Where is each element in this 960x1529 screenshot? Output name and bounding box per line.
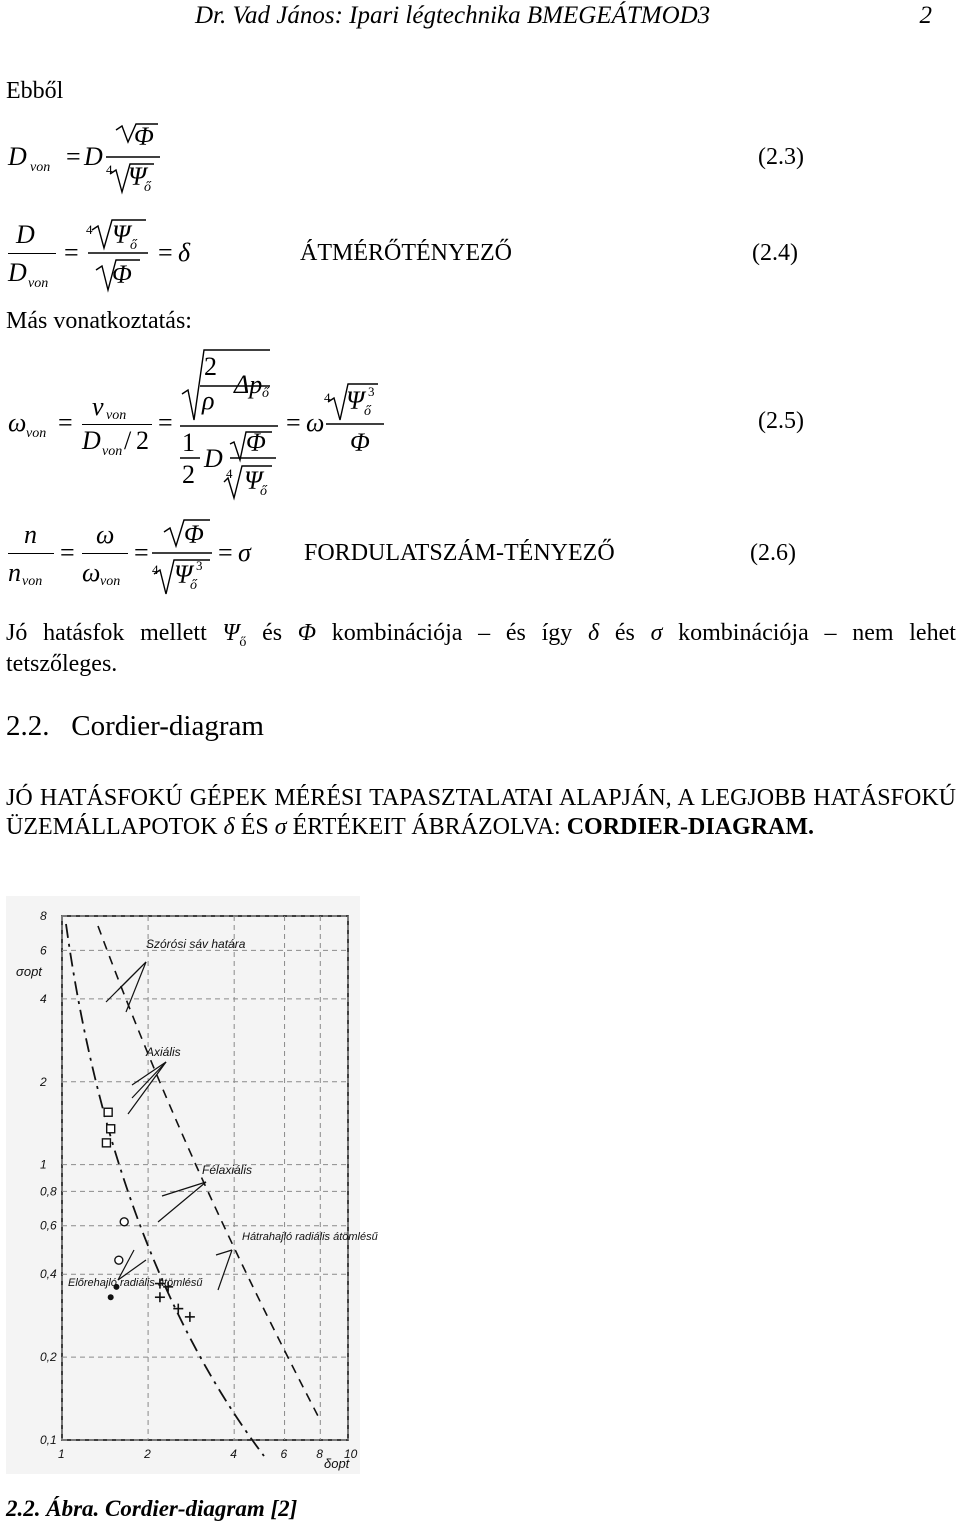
section-number: 2.2.: [6, 710, 50, 742]
word: és: [614, 620, 635, 646]
y-tick-label: 0,8: [40, 1184, 57, 1199]
equation-2-5: [6, 348, 956, 500]
y-axis-label: σopt: [16, 964, 42, 979]
phi-symbol: Φ: [297, 620, 317, 646]
psi-symbol: $\Psi_ő$: [222, 620, 247, 650]
eq-subscript: von: [28, 276, 49, 291]
word: és: [505, 620, 526, 646]
paragraph-text: ÉRTÉKEIT ÁBRÁZOLVA:: [292, 814, 561, 840]
word: hatásfok: [43, 620, 125, 646]
eq-subscript: ő: [262, 386, 269, 401]
word: mellett: [140, 620, 207, 646]
eq-delta: δ: [178, 238, 191, 267]
eq-subscript: ő: [364, 404, 371, 419]
eq-dp: Δp: [234, 370, 263, 399]
other-relation-text: Más vonatkoztatás:: [6, 308, 192, 334]
eq-sign: =: [134, 538, 149, 567]
eq-sign: =: [158, 238, 173, 267]
eq-subscript: ő: [130, 238, 137, 253]
eq-psi: Ψ: [346, 386, 365, 415]
eq-slash: /: [124, 426, 132, 455]
dash: –: [824, 620, 837, 646]
y-tick-label: 2: [40, 1074, 47, 1089]
word: lehet: [909, 620, 956, 646]
equation-2-6: [6, 518, 956, 598]
equation-number: (2.5): [758, 408, 804, 434]
eq-subscript: von: [26, 426, 47, 441]
eq-exponent: 3: [368, 384, 375, 399]
eq-sign: =: [158, 408, 173, 437]
y-tick-label: 0,1: [40, 1433, 57, 1447]
eq-sign: =: [58, 408, 73, 437]
dash: –: [478, 620, 491, 646]
eq-exponent: 3: [196, 558, 203, 573]
eq-rho: ρ: [202, 386, 215, 415]
eq-subscript: von: [100, 574, 121, 589]
y-tick-label: 8: [40, 909, 47, 923]
eq-number: 2: [204, 352, 217, 381]
eq-subscript: von: [22, 574, 43, 589]
eq-symbol: D: [204, 444, 223, 473]
x-tick-label: 8: [316, 1447, 323, 1461]
point-felaxialis: [115, 1256, 123, 1264]
eq-number: 2: [136, 426, 149, 455]
eq-sign: =: [218, 538, 233, 567]
eq-psi: Ψ: [128, 162, 147, 191]
cordier-diagram: [6, 896, 378, 1474]
x-tick-label: 10: [344, 1447, 358, 1461]
paragraph-text: ÉS: [240, 814, 269, 840]
eq-subscript: ő: [144, 180, 151, 195]
eq-phi: Φ: [112, 260, 132, 289]
y-tick-label: 1: [40, 1157, 47, 1172]
sigma-symbol: σ: [650, 620, 663, 646]
eq-symbol: D: [82, 426, 101, 455]
annotation-elorehajlo: Előrehajló radiális átömlésű: [68, 1277, 203, 1289]
page-number: 2: [919, 2, 932, 29]
eq-psi: Ψ: [174, 560, 193, 589]
point-axialis: [104, 1108, 112, 1116]
word: nem: [852, 620, 894, 646]
eq-sign: =: [64, 238, 79, 267]
paragraph-cordier: [6, 784, 956, 842]
x-tick-label: 4: [230, 1447, 237, 1461]
annotation-felaxialis: Félaxiális: [202, 1163, 253, 1177]
eq-omega: ω: [8, 408, 27, 437]
eq-symbol: D: [8, 258, 27, 287]
eq-phi: Φ: [350, 428, 370, 457]
equation-number: (2.6): [750, 540, 796, 566]
root-index: 4: [152, 562, 159, 577]
x-axis-label: δopt: [324, 1456, 350, 1471]
eq-subscript: von: [102, 444, 123, 459]
annotation-axialis: Axiális: [146, 1045, 181, 1059]
point-axialis: [102, 1139, 110, 1147]
paragraph-bold: CORDIER-DIAGRAM.: [566, 814, 815, 840]
eq-number: 2: [182, 460, 195, 489]
point-felaxialis: [120, 1218, 128, 1226]
eq-sign: =: [66, 142, 81, 171]
eq-sign: =: [286, 408, 301, 437]
equation-label: ÁTMÉRŐTÉNYEZŐ: [300, 240, 512, 266]
eq-phi: Φ: [246, 428, 266, 457]
section-heading: [6, 710, 264, 743]
intro-text: Ebből: [6, 78, 64, 104]
running-header: Dr. Vad János: Ipari légtechnika BMEGEÁTMOD3: [195, 2, 711, 29]
paragraph-text: JÓ HATÁSFOKÚ GÉPEK MÉRÉSI TAPASZTALATAI ALAPJÁN, A LEGJOBB HATÁSFOKÚ ÜZEMÁLLAPOTOK: [6, 785, 956, 840]
paragraph-combination: [6, 620, 956, 680]
diagram-background: [6, 896, 360, 1474]
annotation-szorosi: Szórósi sáv határa: [146, 937, 246, 951]
word: és: [262, 620, 283, 646]
eq-phi: Φ: [184, 520, 204, 549]
eq-symbol: D: [8, 142, 27, 171]
eq-number: 1: [182, 428, 195, 457]
delta-symbol: δ: [223, 814, 235, 840]
equation-2-4: [6, 218, 956, 298]
equation-label: FORDULATSZÁM-TÉNYEZŐ: [304, 540, 615, 566]
eq-psi: Ψ: [244, 466, 263, 495]
eq-omega: ω: [82, 558, 101, 587]
word: kombinációja: [331, 620, 463, 646]
y-tick-label: 0,6: [40, 1218, 57, 1233]
sigma-symbol: σ: [274, 814, 287, 840]
eq-sigma: σ: [238, 538, 251, 567]
paragraph-line: tetszőleges.: [6, 650, 118, 677]
eq-psi: Ψ: [112, 220, 131, 249]
eq-omega: ω: [96, 520, 115, 549]
figure-caption: 2.2. Ábra. Cordier-diagram [2]: [6, 1496, 298, 1521]
eq-omega: ω: [306, 408, 325, 437]
eq-phi: Φ: [134, 122, 154, 151]
section-title: Cordier-diagram: [71, 710, 264, 742]
y-tick-label: 6: [40, 943, 47, 958]
y-tick-label: 0,4: [40, 1267, 57, 1282]
equation-number: (2.3): [758, 144, 804, 170]
eq-subscript: von: [30, 160, 51, 175]
eq-n: n: [8, 558, 21, 587]
y-tick-label: 0,2: [40, 1350, 57, 1365]
root-index: 4: [86, 222, 93, 237]
x-tick-label: 6: [280, 1447, 288, 1461]
eq-n: n: [24, 520, 37, 549]
point-elorehajlo: [108, 1294, 114, 1300]
eq-sign: =: [60, 538, 75, 567]
x-tick-label: 1: [58, 1447, 65, 1461]
x-tick-label: 2: [144, 1447, 151, 1461]
word: Jó: [6, 620, 28, 646]
y-tick-label: 4: [40, 991, 47, 1006]
eq-subscript: ő: [260, 484, 267, 499]
word: így: [541, 620, 573, 646]
delta-symbol: δ: [587, 620, 600, 646]
root-index: 4: [324, 390, 331, 405]
annotation-hatrahajlo: Hátrahajló radiális átömlésű: [242, 1231, 378, 1243]
point-axialis: [107, 1125, 115, 1133]
eq-v: v: [92, 392, 104, 421]
eq-subscript: von: [106, 408, 127, 423]
eq-symbol: D: [16, 220, 35, 249]
root-index: 4: [226, 466, 233, 481]
root-index: 4: [106, 162, 113, 177]
equation-2-3: [6, 120, 956, 200]
equation-number: (2.4): [752, 240, 798, 266]
word: kombinációja: [678, 620, 809, 646]
eq-subscript: ő: [190, 578, 197, 593]
eq-symbol: D: [84, 142, 103, 171]
